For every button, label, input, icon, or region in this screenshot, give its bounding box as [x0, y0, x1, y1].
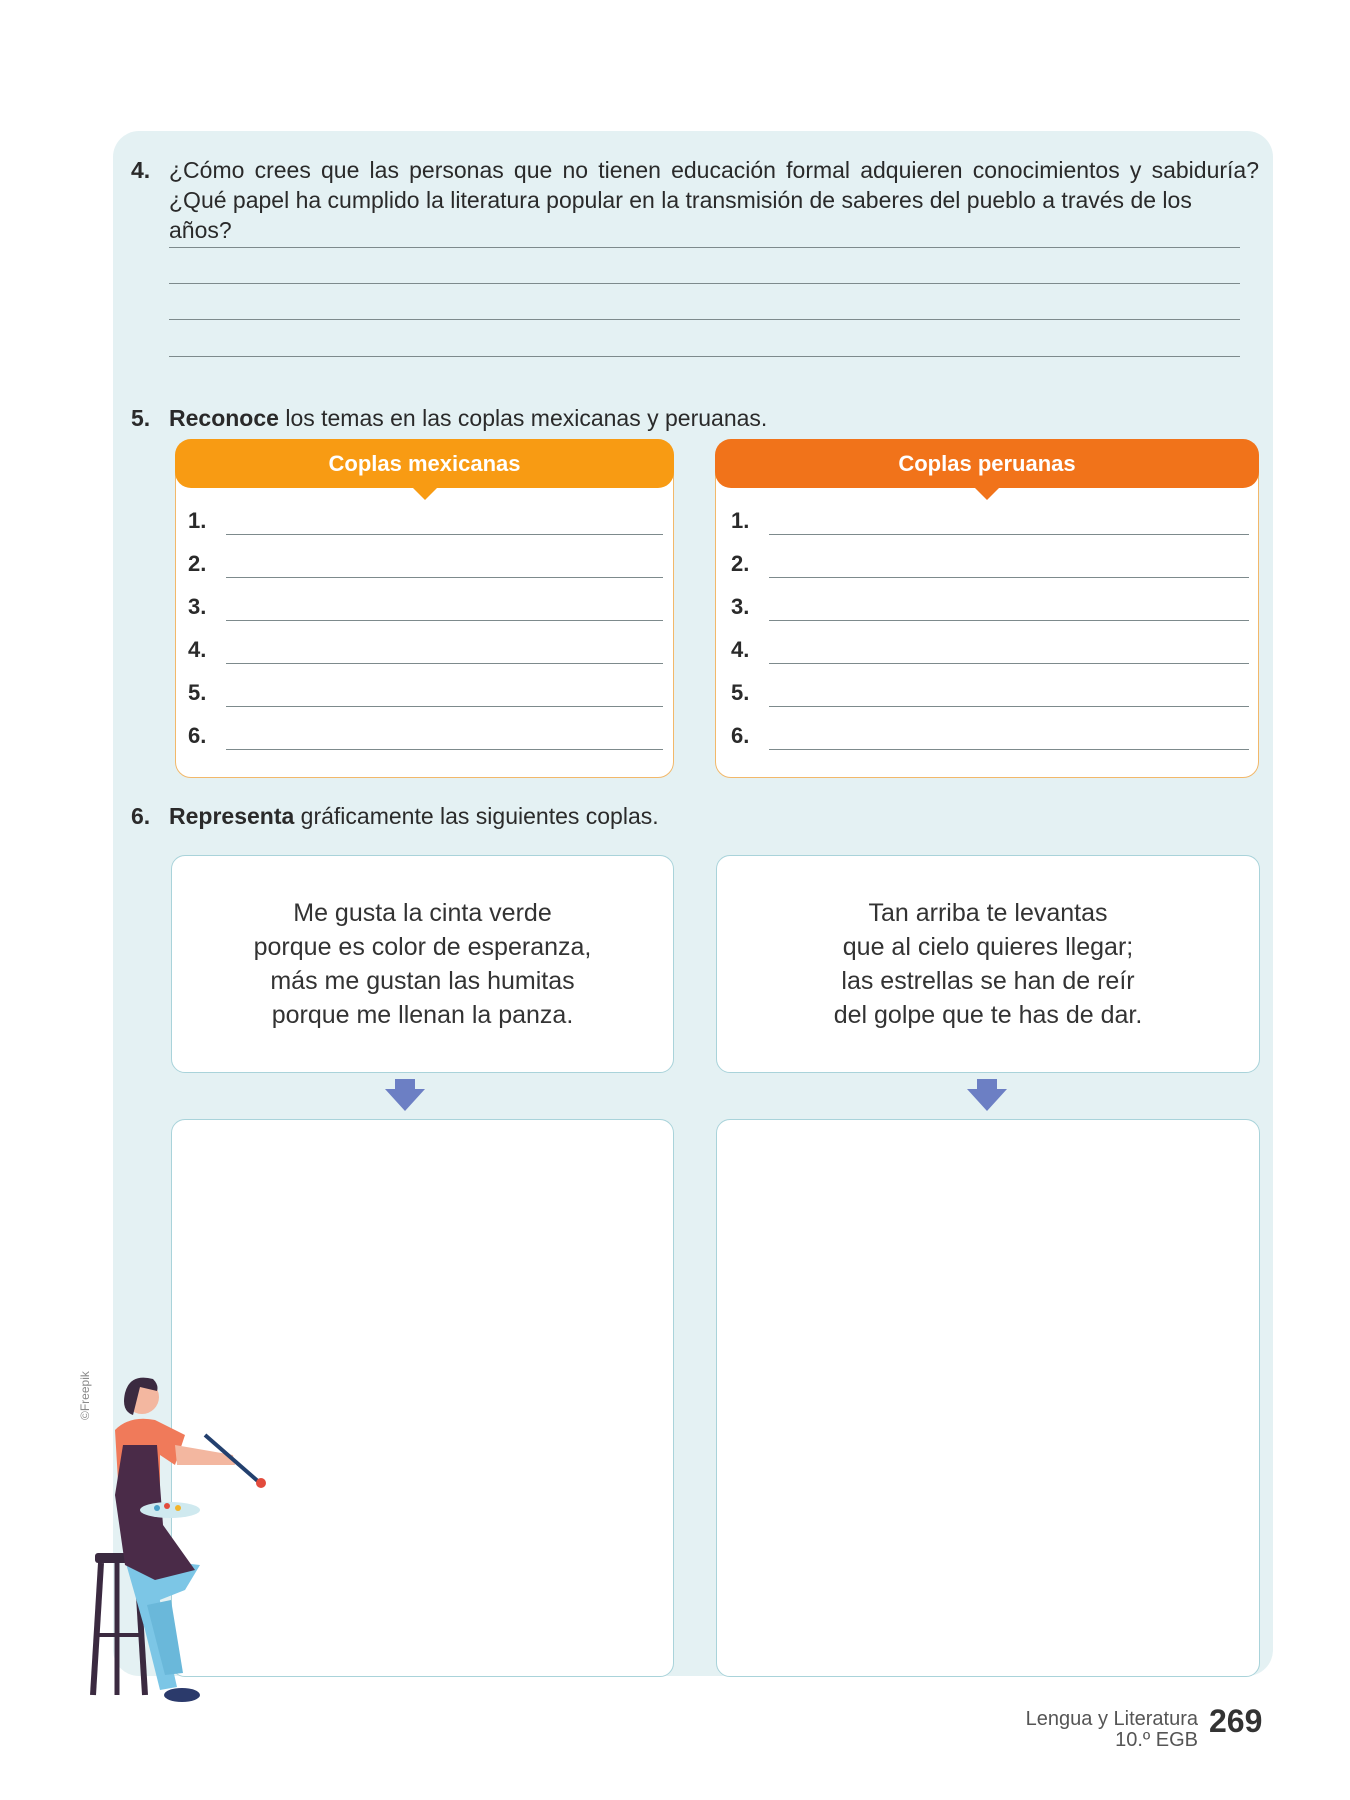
grade-label: 10.º EGB [1115, 1729, 1198, 1751]
copla-line: porque es color de esperanza, [253, 933, 592, 961]
arrow-down-icon [967, 1079, 1007, 1111]
item-number: 1. [188, 508, 207, 533]
page-number: 269 [1209, 1703, 1263, 1739]
item-number: 4. [731, 637, 750, 662]
item-number: 6. [731, 723, 750, 748]
mexicanas-item-6[interactable] [188, 723, 663, 753]
question-5-verb: Reconoce [169, 405, 279, 431]
item-number: 4. [188, 637, 207, 662]
question-5-rest: los temas en las coplas mexicanas y peruanas. [278, 405, 768, 431]
question-6-text [169, 801, 659, 831]
item-number: 6. [188, 723, 207, 748]
copla-2-box [716, 855, 1260, 1073]
question-4-number: 4. [131, 157, 151, 183]
mexicanas-item-2[interactable] [188, 551, 663, 581]
question-4-line-2: ¿Qué papel ha cumplido la literatura popular en la transmisión de saberes del pueblo a través de los años? [169, 187, 1192, 243]
copla-line: Tan arriba te levantas [868, 899, 1108, 927]
question-4-line-1: ¿Cómo crees que las personas que no tienen educación formal adquieren conocimientos y sabiduría? [169, 157, 1259, 183]
painter-illustration [85, 1375, 275, 1710]
copla-line: las estrellas se han de reír [841, 967, 1135, 995]
question-5-number: 5. [131, 405, 151, 431]
answer-line[interactable] [769, 663, 1249, 664]
pointer-triangle-icon [413, 488, 437, 500]
item-number: 3. [731, 594, 750, 619]
copla-2-text [834, 896, 1143, 1032]
answer-line[interactable] [226, 663, 663, 664]
answer-line[interactable] [769, 577, 1249, 578]
answer-line[interactable] [169, 319, 1240, 320]
copla-line: más me gustan las humitas [270, 967, 575, 995]
copla-1-text [254, 896, 592, 1032]
item-number: 5. [731, 680, 750, 705]
answer-line[interactable] [769, 620, 1249, 621]
mexicanas-item-4[interactable] [188, 637, 663, 667]
footer-subject [1026, 1709, 1198, 1751]
copla-line: Me gusta la cinta verde [293, 899, 552, 927]
arrow-down-icon [385, 1079, 425, 1111]
copla-1-box [171, 855, 674, 1073]
answer-line[interactable] [226, 749, 663, 750]
item-number: 3. [188, 594, 207, 619]
question-6-number: 6. [131, 803, 151, 829]
peruanas-item-2[interactable] [731, 551, 1249, 581]
peruanas-item-6[interactable] [731, 723, 1249, 753]
mexicanas-item-1[interactable] [188, 508, 663, 538]
question-5-text [169, 403, 767, 433]
answer-line[interactable] [226, 706, 663, 707]
answer-line[interactable] [769, 706, 1249, 707]
mexicanas-item-3[interactable] [188, 594, 663, 624]
subject-name: Lengua y Literatura [1025, 1708, 1198, 1730]
question-6-rest: gráficamente las siguientes coplas. [294, 803, 659, 829]
item-number: 1. [731, 508, 750, 533]
illustration-credit: ©Freepik [78, 1371, 92, 1420]
mexicanas-item-5[interactable] [188, 680, 663, 710]
coplas-mexicanas-title: Coplas mexicanas [328, 450, 521, 476]
copla-line: porque me llenan la panza. [271, 1001, 574, 1029]
item-number: 2. [731, 551, 750, 576]
peruanas-item-5[interactable] [731, 680, 1249, 710]
answer-line[interactable] [169, 356, 1240, 357]
coplas-mexicanas-header [175, 439, 674, 488]
item-number: 5. [188, 680, 207, 705]
coplas-peruanas-header [715, 439, 1259, 488]
answer-line[interactable] [226, 577, 663, 578]
pointer-triangle-icon [975, 488, 999, 500]
answer-line[interactable] [169, 247, 1240, 248]
answer-line[interactable] [169, 283, 1240, 284]
item-number: 2. [188, 551, 207, 576]
peruanas-item-3[interactable] [731, 594, 1249, 624]
coplas-peruanas-title: Coplas peruanas [898, 450, 1076, 476]
answer-line[interactable] [769, 749, 1249, 750]
copla-line: del golpe que te has de dar. [833, 1001, 1143, 1029]
drawing-area-2[interactable] [716, 1119, 1260, 1677]
peruanas-item-4[interactable] [731, 637, 1249, 667]
question-6-verb: Representa [169, 803, 295, 829]
answer-line[interactable] [226, 620, 663, 621]
answer-line[interactable] [226, 534, 663, 535]
answer-line[interactable] [769, 534, 1249, 535]
copla-line: que al cielo quieres llegar; [842, 933, 1134, 961]
peruanas-item-1[interactable] [731, 508, 1249, 538]
